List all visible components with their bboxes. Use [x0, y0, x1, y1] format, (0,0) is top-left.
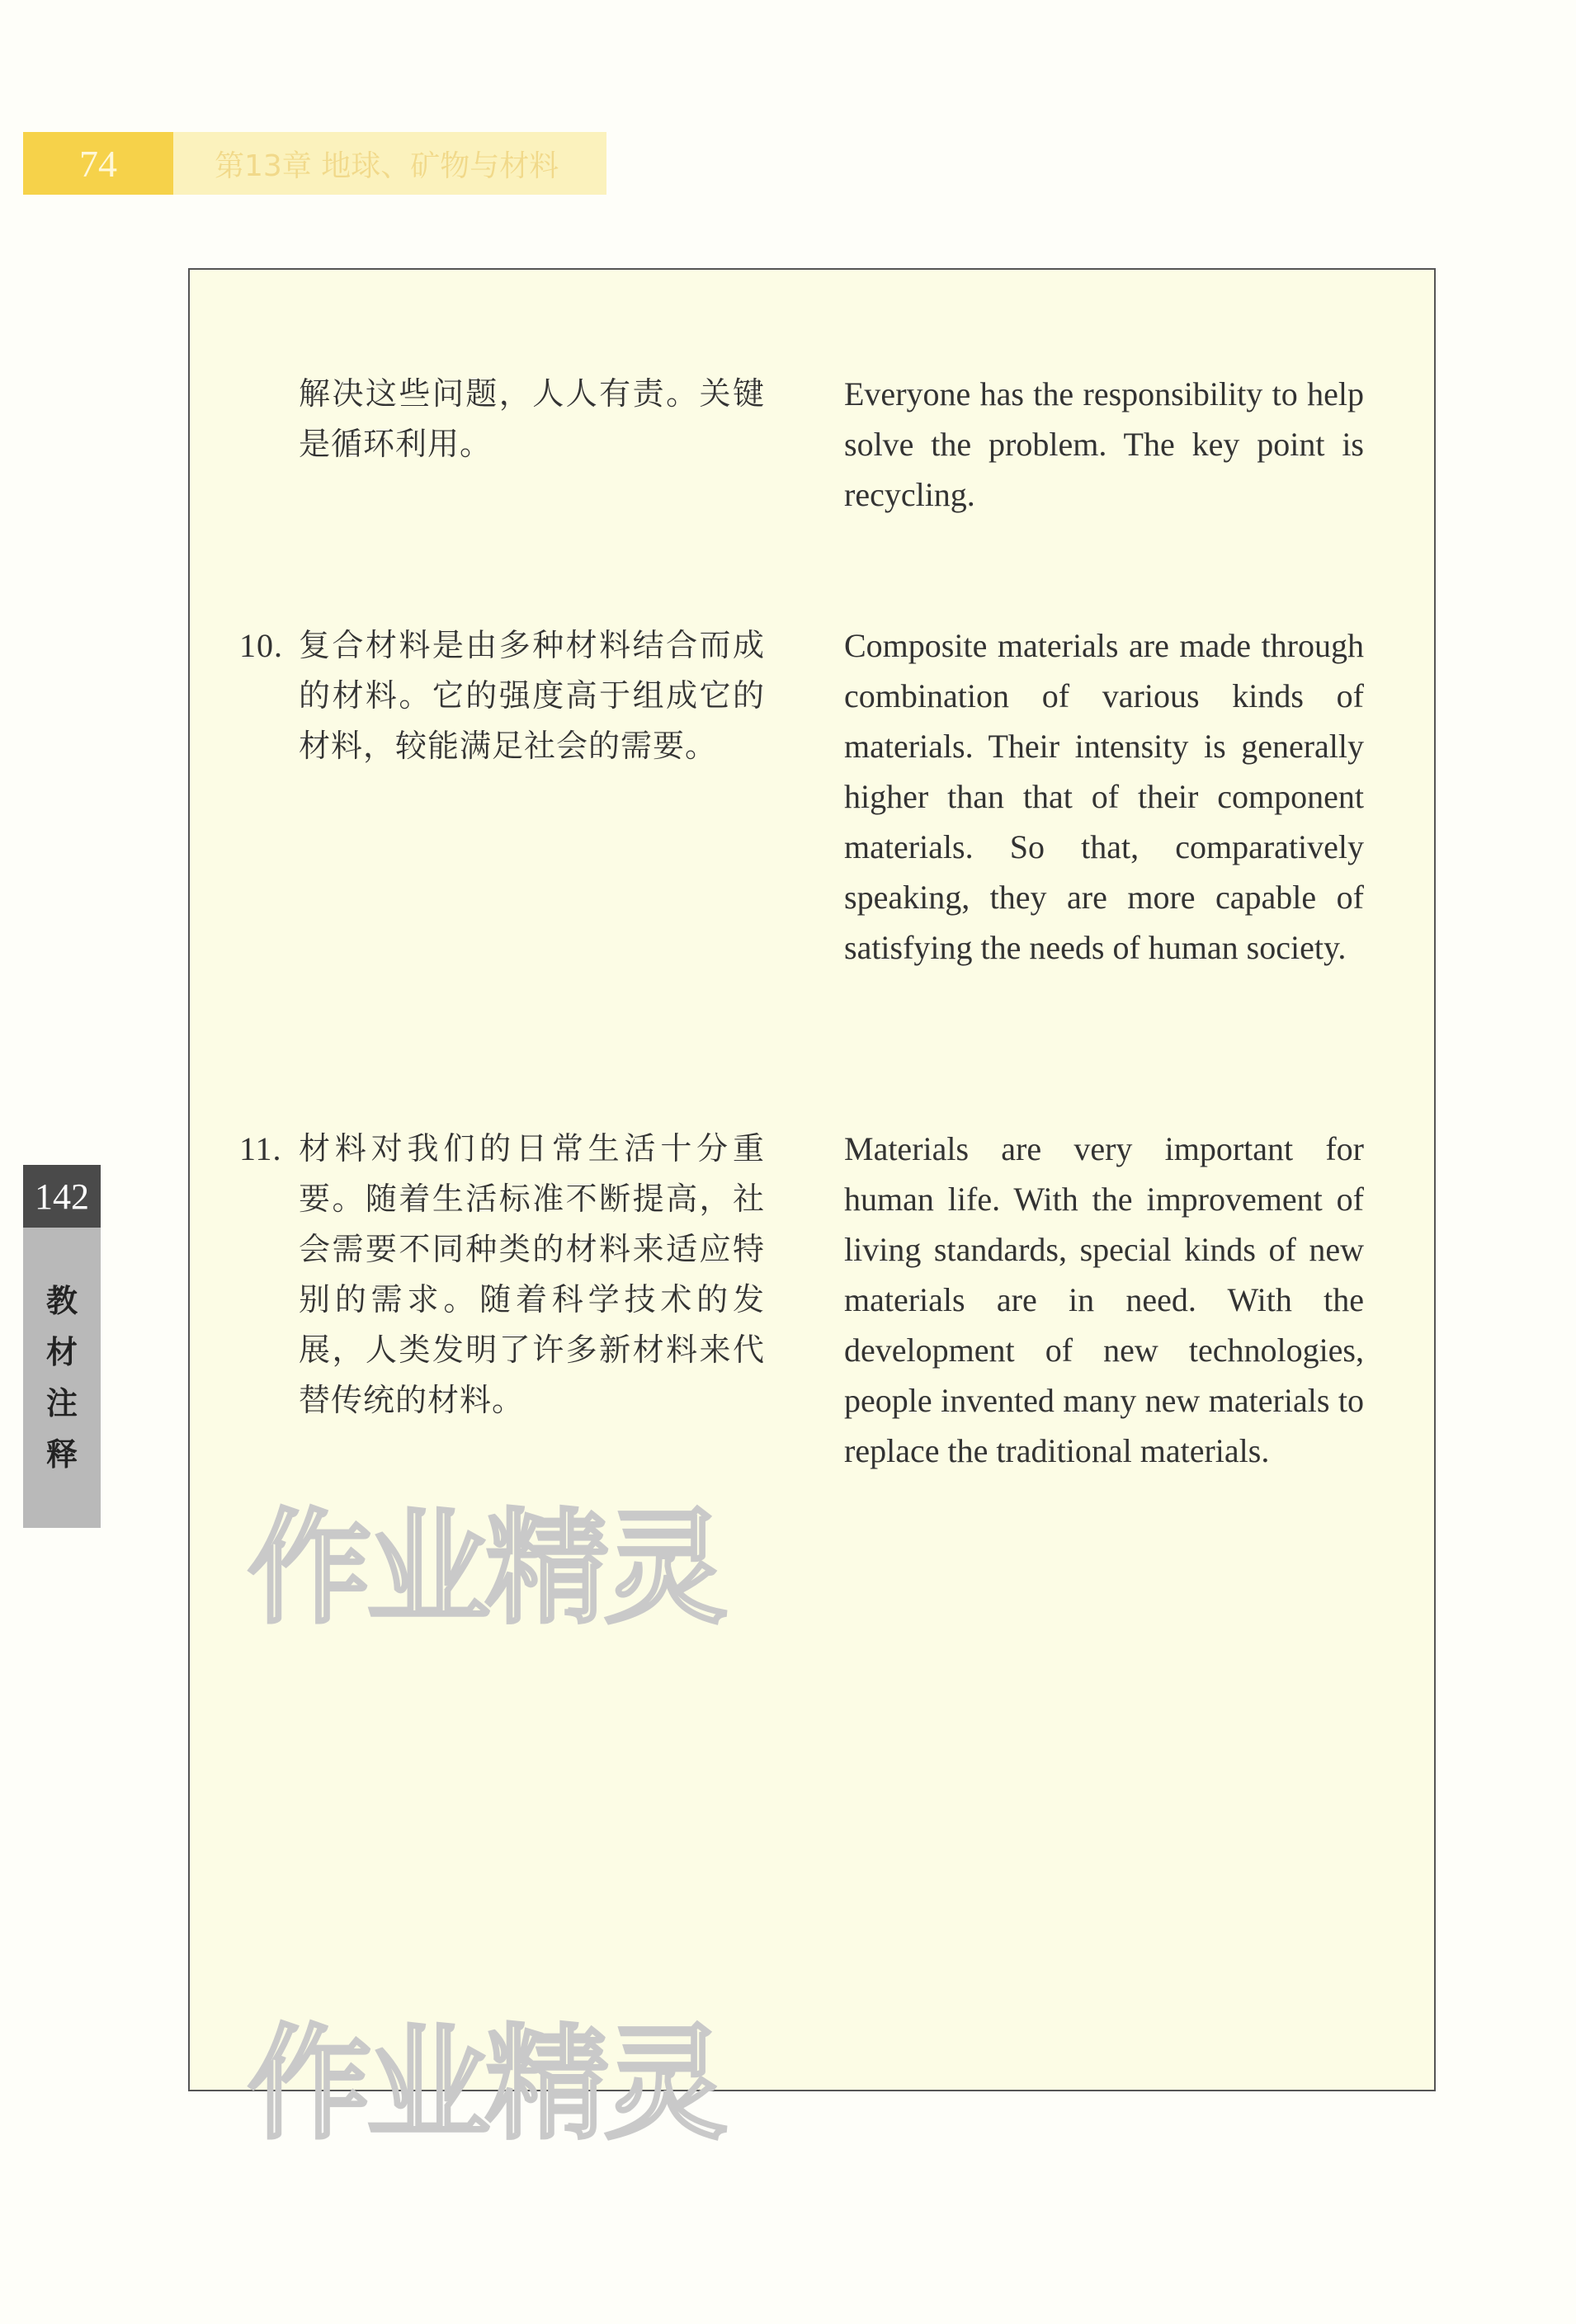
side-label-char: 注: [45, 1385, 78, 1421]
chinese-text: [239, 1124, 765, 1426]
watermark: 作业精灵: [248, 2013, 724, 2157]
entry-number: 10.: [239, 627, 283, 664]
side-label-char: 释: [45, 1436, 78, 1473]
english-paragraph: Composite materials are made through combination of various kinds of materials. Their intensity is generally higher than that of their component materials. So that, comparatively speaking, they are more capable of satisfying the needs of human society.: [844, 627, 1364, 966]
chinese-paragraph: 解决这些问题，人人有责。关键是循环利用。: [299, 375, 765, 462]
side-tab: [23, 1165, 101, 1528]
chinese-paragraph: 材料对我们的日常生活十分重要。随着生活标准不断提高，社会需要不同种类的材料来适应特别的需求。随着科学技术的发展，人类发明了许多新材料来代替传统的材料。: [299, 1130, 765, 1418]
english-paragraph: Materials are very important for human life. With the improvement of living standards, special kinds of new materials are in need. With the development of new technologies, people invented many new materials to replace the traditional materials.: [844, 1130, 1364, 1469]
chinese-text: [239, 620, 765, 771]
chinese-text: [299, 369, 765, 469]
side-label-char: 材: [45, 1334, 78, 1370]
side-tab-label: [23, 1228, 101, 1528]
side-label-char: 教: [45, 1283, 78, 1319]
chapter-title: 第13章 地球、矿物与材料: [173, 132, 606, 195]
watermark: 作业精灵: [248, 1497, 724, 1641]
entry-number: 11.: [239, 1130, 282, 1167]
header-page-number: 74: [23, 132, 173, 195]
english-paragraph: Everyone has the responsibility to help solve the problem. The key point is recycling.: [844, 375, 1364, 513]
side-page-number: 142: [23, 1165, 101, 1228]
chinese-paragraph: 复合材料是由多种材料结合而成的材料。它的强度高于组成它的材料，较能满足社会的需要。: [299, 627, 765, 764]
